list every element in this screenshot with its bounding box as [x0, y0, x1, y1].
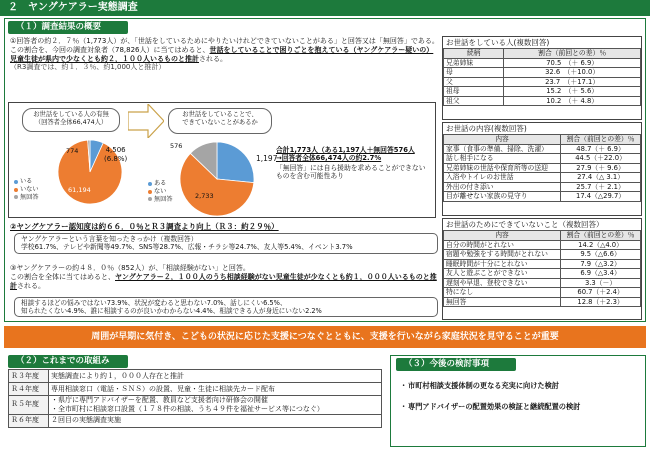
table1-value-cell: 70.5 （＋ 6.9） — [504, 58, 641, 68]
pie2-legend-item — [148, 188, 173, 196]
pie1-label-noanswer: 774 — [66, 147, 79, 155]
table3-header-cell: 内容 — [444, 231, 561, 241]
finding1-line1: ①回答者の約２．７％（1,773人）が、「世話をしているためにやりたいけれどできていないことがある」と回答又は「無回答」である。 — [10, 37, 439, 45]
table3-value-cell: 14.2（△4.0） — [561, 240, 641, 250]
history-detail-cell: 実態調査により約１，０００人存在と推計 — [49, 370, 382, 383]
finding3-line2-prefix: この割合を全体に当てはめると、 — [10, 272, 115, 281]
future-item: ・ 専門アドバイザーの配置効果の検証と継続配置の検討 — [400, 402, 640, 411]
table2-header-cell: 割合（前回との差）％ — [561, 135, 641, 145]
table1-label-cell: 兄弟姉妹 — [444, 58, 504, 68]
pie1-legend-item — [14, 178, 39, 186]
pie1-caption-box: お世話をしている人の有無 （回答者全体66,474人） — [22, 108, 120, 132]
pie1-legend — [14, 178, 39, 201]
table3-value-cell: 7.9（△3.2） — [561, 259, 641, 269]
awareness-box — [14, 233, 438, 254]
pie1-legend-no: いない — [20, 185, 39, 193]
legend-dot-icon — [14, 180, 18, 184]
finding1-line3: （R3調査では、約１．３％、約1,000人と推計） — [10, 63, 166, 72]
table1-value-cell: 15.2 （＋ 5.6） — [504, 87, 641, 97]
table1-header-row — [444, 49, 641, 59]
table-row — [444, 182, 641, 192]
arrow-right-icon — [128, 104, 164, 138]
table2-title: お世話の内容(複数回答) — [446, 124, 527, 133]
legend-dot-icon — [148, 182, 152, 186]
table2-value-cell: 27.9（＋ 9.6） — [561, 163, 641, 173]
cannot-do-table — [443, 230, 641, 307]
table2-value-cell: 17.4（△29.7） — [561, 192, 641, 202]
history-year-cell: Ｒ６年度 — [9, 414, 49, 427]
finding3-text — [10, 264, 440, 290]
table-row — [444, 96, 641, 106]
pie2-label-yes: 1,197 — [256, 154, 278, 163]
pie2-legend-item — [148, 196, 173, 204]
legend-dot-icon — [148, 190, 152, 194]
table3-label-cell: 特になし — [444, 288, 561, 298]
pie-slice — [217, 142, 254, 183]
table-row — [444, 269, 641, 279]
summary-line1: 合計1,773人（ある1,197人＋無回答576人 — [276, 146, 415, 154]
table2-label-cell: 入浴やトイレのお世話 — [444, 173, 561, 183]
section2-label: （２）これまでの取組み — [8, 355, 128, 368]
history-year-cell: Ｒ３年度 — [9, 370, 49, 383]
table2-label-cell: 兄弟姉妹の世話や保育所等の送迎 — [444, 163, 561, 173]
table3-label-cell: 無回答 — [444, 297, 561, 307]
legend-dot-icon — [148, 197, 152, 201]
table-row — [444, 163, 641, 173]
section3-label: （３）今後の検討事項 — [396, 358, 516, 371]
history-year-cell: Ｒ４年度 — [9, 383, 49, 396]
table-row — [444, 58, 641, 68]
pie2-legend-noanswer: 無回答 — [154, 195, 173, 203]
table2-label-cell: 話し相手になる — [444, 154, 561, 164]
history-detail-cell: 専用相談窓口（電話・ＳＮＳ）の設置、児童・生徒に相談先カード配布 — [49, 383, 382, 396]
table-row — [444, 278, 641, 288]
pie1-legend-item — [14, 186, 39, 194]
table2-header-cell: 内容 — [444, 135, 561, 145]
finding2-text: ②ヤングケアラー認知度は約６６．０％とＲ３調査より向上（Ｒ３：約２９％） — [10, 222, 279, 231]
table-row — [444, 68, 641, 78]
pie1-label-yes: 4,506 (6.8%) — [104, 146, 128, 163]
pie1-label-no: 61,194 — [68, 186, 91, 194]
table3-value-cell: 9.5（△6.6） — [561, 250, 641, 260]
finding1-text — [10, 37, 440, 72]
table1-label-cell: 祖母 — [444, 87, 504, 97]
table-row — [444, 288, 641, 298]
history-detail-cell: ・県庁に専門アドバイザーを配置、教員など支援者向け研修会の開催 ・全市町村に相談窓口設置（１７８件の相談、うち４９件を福祉サービス等につなぐ） — [49, 396, 382, 415]
summary-line2: →回答者全体66,474人の約2.7% — [276, 154, 382, 163]
table2-label-cell: 外出の付き添い — [444, 182, 561, 192]
table3-header-cell: 割合（前回との差）％ — [561, 231, 641, 241]
finding1-estimate: 世話をしていることで困りごとを抱えている（ヤングケアラー疑いの）児童生徒が県内で少なくとも約２，１００人いるものと推計 — [10, 45, 434, 63]
finding1-line2 — [10, 46, 440, 64]
no-consult-reasons-box — [14, 297, 438, 317]
caregiving-content-table — [443, 134, 641, 202]
finding1-line2-suffix: される。 — [199, 54, 227, 63]
history-table — [8, 369, 382, 428]
table1-label-cell: 祖父 — [444, 96, 504, 106]
legend-dot-icon — [14, 188, 18, 192]
history-detail-cell: ２回目の実態調査実施 — [49, 414, 382, 427]
table1-value-cell: 10.2 （＋ 4.8） — [504, 96, 641, 106]
table-row — [9, 383, 382, 396]
table2-value-cell: 48.7（＋ 6.9） — [561, 144, 641, 154]
table-row — [9, 370, 382, 383]
section1-label: （１）調査結果の概要 — [8, 21, 128, 34]
pie2-legend-no: ない — [154, 187, 167, 195]
table3-label-cell: 遅刻や早退、登校できない — [444, 278, 561, 288]
table3-title: お世話のためにできていないこと（複数回答） — [446, 220, 604, 229]
table-row — [444, 297, 641, 307]
pie2-legend-yes: ある — [154, 180, 167, 187]
table1-header-cell: 続柄 — [444, 49, 504, 59]
pie1-legend-noanswer: 無回答 — [20, 193, 39, 201]
table1-value-cell: 32.6 （＋10.0） — [504, 68, 641, 78]
table-row — [9, 396, 382, 415]
table1-value-cell: 23.7 （＋17.1） — [504, 77, 641, 87]
table2-header-row — [444, 135, 641, 145]
future-list — [400, 381, 640, 423]
page-title: ２ ヤングケアラー実態調査 — [0, 0, 650, 16]
finding3-line2-suffix: される。 — [17, 281, 45, 290]
pie1-legend-yes: いる — [20, 178, 33, 185]
legend-dot-icon — [14, 195, 18, 199]
table-row — [444, 173, 641, 183]
table1-header-cell: 割合（前回との差）％ — [504, 49, 641, 59]
pie2-label-no: 2,733 — [195, 192, 214, 200]
no-consult-reasons-line2: 知られたくない4.9%、誰に相談するのが良いかわからない4.4%、相談できる人が身近にいない2.2% — [21, 307, 322, 316]
table3-value-cell: 60.7（＋2.4） — [561, 288, 641, 298]
caregiving-target-table — [443, 48, 641, 106]
pie1-legend-item — [14, 194, 39, 202]
table2-value-cell: 44.5（＋22.0） — [561, 154, 641, 164]
table-row — [444, 154, 641, 164]
pie2-label-noanswer: 576 — [170, 142, 183, 150]
table-row — [444, 144, 641, 154]
table2-label-cell: 家事（食事の準備、掃除、洗濯） — [444, 144, 561, 154]
awareness-box-title: ヤングケアラーという言葉を知ったきっかけ（複数回答） — [21, 235, 198, 243]
awareness-box-detail: 学校61.7%、テレビや新聞等49.7%、SNS等28.7%、広報・チラシ等24.7%、友人等5.4%、イベント3.7% — [21, 243, 353, 252]
table-row — [444, 87, 641, 97]
pie2-chart — [180, 142, 254, 216]
table3-value-cell: 3.3（－） — [561, 278, 641, 288]
table3-label-cell: 宿題や勉強をする時間がとれない — [444, 250, 561, 260]
table3-panel — [442, 218, 642, 320]
table2-value-cell: 27.4（△ 3.1） — [561, 173, 641, 183]
key-message-banner: 周囲が早期に気付き、こどもの状況に応じた支援につなぐとともに、支援を行いながら家庭状況を見守ることが重要 — [4, 326, 646, 348]
finding3-line2 — [10, 273, 440, 291]
table-row — [444, 192, 641, 202]
table-row — [444, 259, 641, 269]
table1-label-cell: 父 — [444, 77, 504, 87]
future-item: ・ 市町村相談支援体制の更なる充実に向けた検討 — [400, 381, 640, 390]
pie2-legend-item — [148, 180, 173, 188]
finding1-line2-prefix: この割合を、今回の調査対象者（78,826人）に当てはめると、 — [10, 45, 210, 54]
table-row — [9, 414, 382, 427]
no-consult-reasons-line1: 相談するほどの悩みではない73.9%、状況が変わると思わない7.0%、話しにくい6.5%、 — [21, 299, 287, 307]
table3-header-row — [444, 231, 641, 241]
table1-title: お世話をしている人(複数回答) — [446, 38, 550, 47]
summary-line3: 「無回答」には自ら援助を求めることができないものを含む可能性あり — [276, 163, 426, 181]
table3-value-cell: 6.9（△3.4） — [561, 269, 641, 279]
history-year-cell: Ｒ５年度 — [9, 396, 49, 415]
table-row — [444, 240, 641, 250]
table1-label-cell: 母 — [444, 68, 504, 78]
table-row — [444, 77, 641, 87]
table2-panel — [442, 122, 642, 216]
pie2-legend — [148, 180, 173, 203]
table3-value-cell: 12.8（＋2.3） — [561, 297, 641, 307]
summary-box — [276, 146, 432, 181]
finding3-estimate: ヤングケアラー２，１００人のうち相談経験がない児童生徒が少なくとも約１，０００人いるものと推計 — [10, 272, 437, 290]
table-row — [444, 250, 641, 260]
table2-value-cell: 25.7（＋ 2.1） — [561, 182, 641, 192]
table3-label-cell: 友人と遊ぶことができない — [444, 269, 561, 279]
table3-label-cell: 睡眠時間が十分にとれない — [444, 259, 561, 269]
history-table-wrap — [8, 369, 382, 428]
pie2-caption-box: お世話をしていることで、 できていないことがあるか — [168, 108, 272, 134]
table1-panel — [442, 36, 642, 120]
table3-label-cell: 自分の時間がとれない — [444, 240, 561, 250]
table2-label-cell: 目が離せない家族の見守り — [444, 192, 561, 202]
finding3-line1: ③ヤングケアラーの約４８．０％（852人）が、「相談経験がない」と回答。 — [10, 264, 250, 272]
